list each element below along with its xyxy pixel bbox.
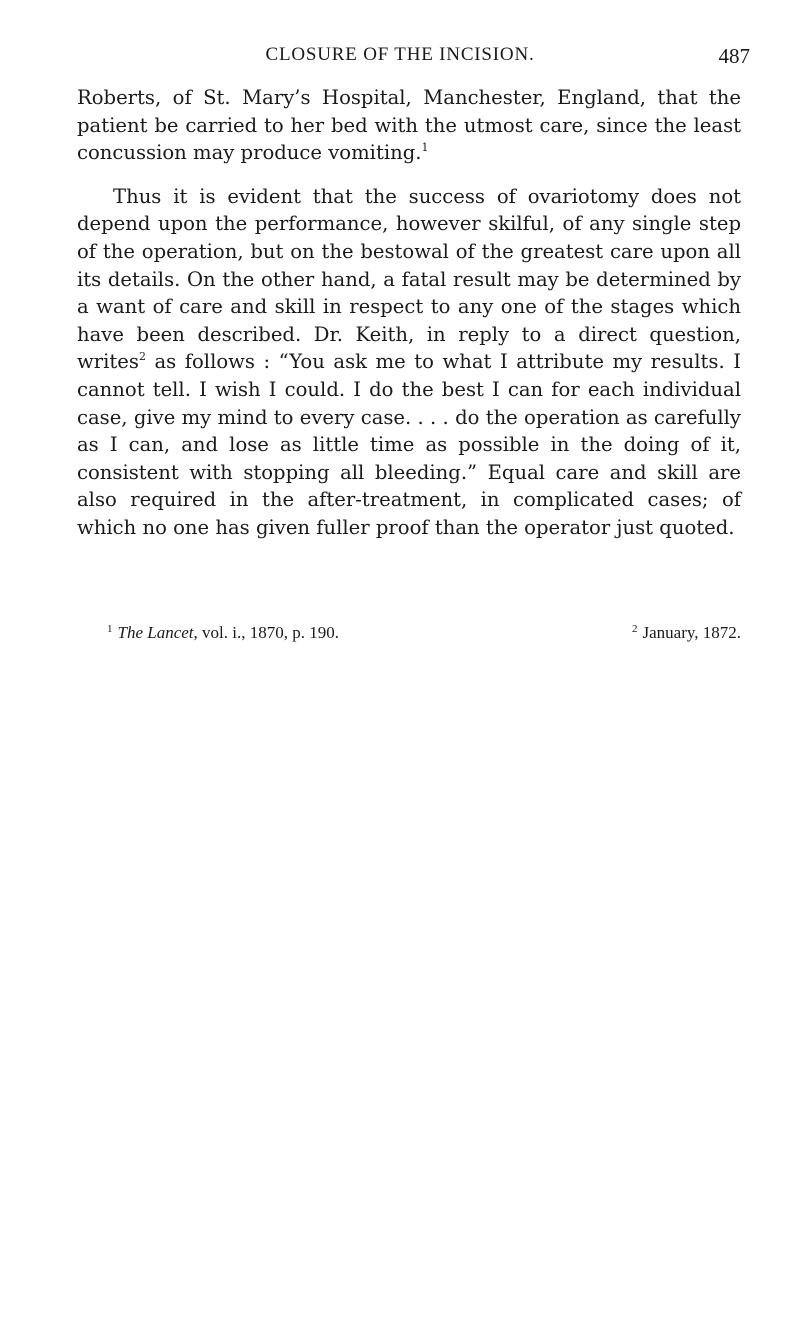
footnote-1 xyxy=(107,623,339,643)
page-number: 487 xyxy=(718,44,750,68)
footnote-2-marker: 2 xyxy=(631,623,638,635)
body-text xyxy=(77,84,741,542)
footnote-1-citation: , vol. i., 1870, p. 190. xyxy=(193,623,339,642)
footnote-ref-2: 2 xyxy=(138,350,146,364)
paragraph-2 xyxy=(77,183,741,542)
footnote-ref-1: 1 xyxy=(421,141,429,155)
footnote-1-marker: 1 xyxy=(107,623,113,635)
paragraph-2-text-a: Thus it is evident that the success of ovariotomy does not depend upon the performance, however skilful, of any single step of the operation, but on the bestowal of the greatest care upon all its details. On the other hand, a fatal result may be determined by a want of care and skill in respect to any one of the stages which have been described. Dr. Keith, in reply to a direct question, writes xyxy=(77,184,741,374)
footnote-2 xyxy=(632,623,741,643)
paragraph-1-text: Roberts, of St. Mary’s Hospital, Manchester, England, that the patient be carried to her bed with the utmost care, since the least concussion may produce vomiting. xyxy=(77,86,741,165)
running-head: CLOSURE OF THE INCISION. xyxy=(265,44,535,65)
page-header xyxy=(0,44,800,72)
paragraph-1 xyxy=(77,84,741,167)
footnote-2-text: January, 1872. xyxy=(642,623,741,642)
footnote-1-title: The Lancet xyxy=(117,623,194,642)
paragraph-2-text-b: as follows : “You ask me to what I attribute my results. I cannot tell. I wish I could. I do the best I can for each individual case, give my mind to every case. . . . do the operation as carefully as I can, and lose as little time as possible in the doing of it, consistent with stopping all bleeding.” Equal care and skill are also required in the after-treatment, in complicated cases; of which no one has given fuller proof than the operator just quoted. xyxy=(77,350,741,539)
